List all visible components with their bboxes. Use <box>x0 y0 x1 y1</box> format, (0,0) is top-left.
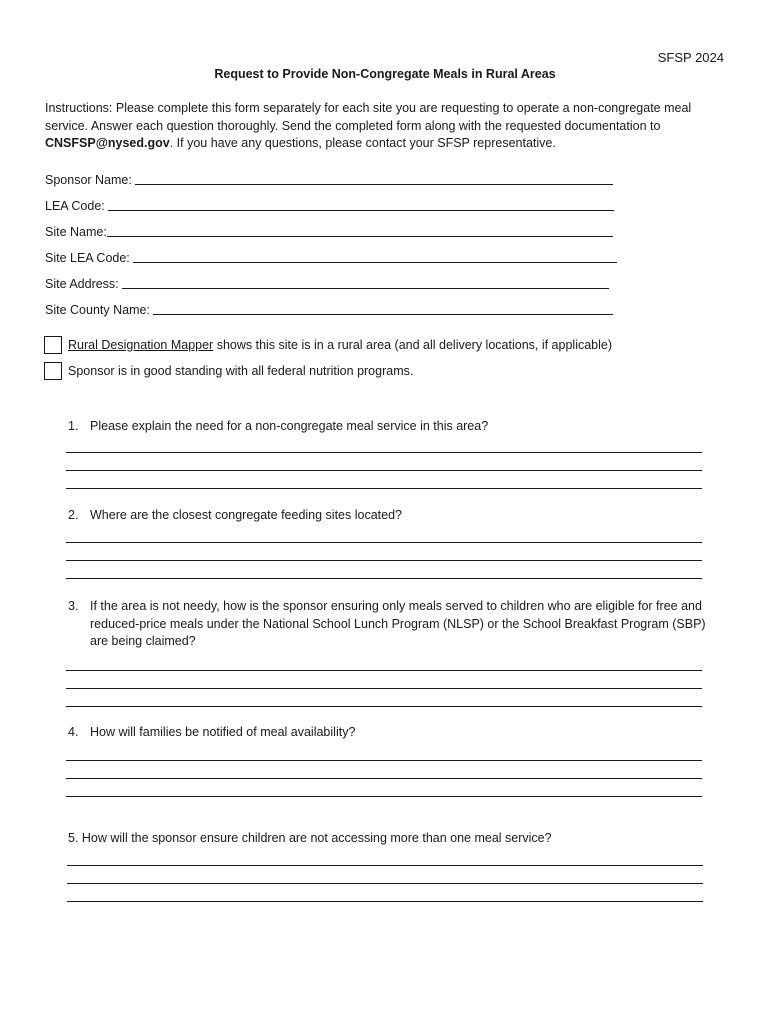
question-1 <box>68 418 703 436</box>
standing-checkbox-row <box>44 362 413 380</box>
answer-1-line-2[interactable] <box>66 470 702 471</box>
question-text: If the area is not needy, how is the sponsor ensuring only meals served to children who are eligible for free and reduced-price meals under the National School Lunch Program (NLSP) or the School Breakfast Program (SBP) are being claimed? <box>90 599 706 648</box>
site-county-name-input[interactable] <box>153 314 613 315</box>
answer-3-line-1[interactable] <box>66 670 702 671</box>
sponsor-name-field <box>45 170 613 188</box>
site-county-name-field <box>45 300 613 318</box>
answer-5-line-1[interactable] <box>67 865 703 866</box>
site-address-label: Site Address: <box>45 277 119 291</box>
answer-1-line-1[interactable] <box>66 452 702 453</box>
site-lea-code-field <box>45 248 617 266</box>
site-name-label: Site Name: <box>45 225 107 239</box>
lea-code-input[interactable] <box>108 210 614 211</box>
question-2 <box>68 507 703 525</box>
question-number: 1. <box>68 419 79 433</box>
answer-4-line-2[interactable] <box>66 778 702 779</box>
question-3 <box>68 598 708 651</box>
standing-checkbox-label: Sponsor is in good standing with all federal nutrition programs. <box>68 364 414 378</box>
rural-checkbox[interactable] <box>44 336 62 354</box>
contact-email: CNSFSP@nysed.gov <box>45 136 170 150</box>
instructions-text-end: . If you have any questions, please contact your SFSP representative. <box>169 136 556 150</box>
site-name-field <box>45 222 613 240</box>
lea-code-field <box>45 196 614 214</box>
question-text: How will families be notified of meal availability? <box>90 725 356 739</box>
page-title: Request to Provide Non-Congregate Meals in Rural Areas <box>214 67 556 81</box>
site-county-name-label: Site County Name: <box>45 303 150 317</box>
rural-checkbox-label <box>68 338 612 352</box>
answer-4-line-1[interactable] <box>66 760 702 761</box>
answer-2-line-2[interactable] <box>66 560 702 561</box>
lea-code-label: LEA Code: <box>45 199 105 213</box>
answer-5-line-2[interactable] <box>67 883 703 884</box>
answer-2-line-1[interactable] <box>66 542 702 543</box>
rural-checkbox-text: shows this site is in a rural area (and all delivery locations, if applicable) <box>213 338 613 352</box>
answer-5-line-3[interactable] <box>67 901 703 902</box>
question-text: Please explain the need for a non-congregate meal service in this area? <box>90 419 489 433</box>
rural-checkbox-row <box>44 336 612 354</box>
answer-1-line-3[interactable] <box>66 488 702 489</box>
form-code: SFSP 2024 <box>657 50 724 65</box>
question-text: Where are the closest congregate feeding sites located? <box>90 508 402 522</box>
answer-4-line-3[interactable] <box>66 796 702 797</box>
rural-designation-mapper-link[interactable]: Rural Designation Mapper <box>68 338 214 352</box>
site-name-input[interactable] <box>107 236 613 237</box>
instructions <box>45 100 725 153</box>
question-number: 3. <box>68 599 79 613</box>
question-4 <box>68 724 703 742</box>
answer-3-line-2[interactable] <box>66 688 702 689</box>
standing-checkbox[interactable] <box>44 362 62 380</box>
site-address-input[interactable] <box>122 288 609 289</box>
question-number: 4. <box>68 725 79 739</box>
answer-3-line-3[interactable] <box>66 706 702 707</box>
site-address-field <box>45 274 609 292</box>
site-lea-code-label: Site LEA Code: <box>45 251 130 265</box>
question-5 <box>68 830 703 848</box>
question-number: 2. <box>68 508 79 522</box>
question-text: 5. How will the sponsor ensure children are not accessing more than one meal service? <box>68 831 552 845</box>
sponsor-name-input[interactable] <box>135 184 613 185</box>
site-lea-code-input[interactable] <box>133 262 617 263</box>
sponsor-name-label: Sponsor Name: <box>45 173 132 187</box>
instructions-text: Instructions: Please complete this form separately for each site you are requesting to operate a non-congregate meal service. Answer each question thoroughly. Send the completed form along with the requested documentation to <box>45 101 692 133</box>
answer-2-line-3[interactable] <box>66 578 702 579</box>
